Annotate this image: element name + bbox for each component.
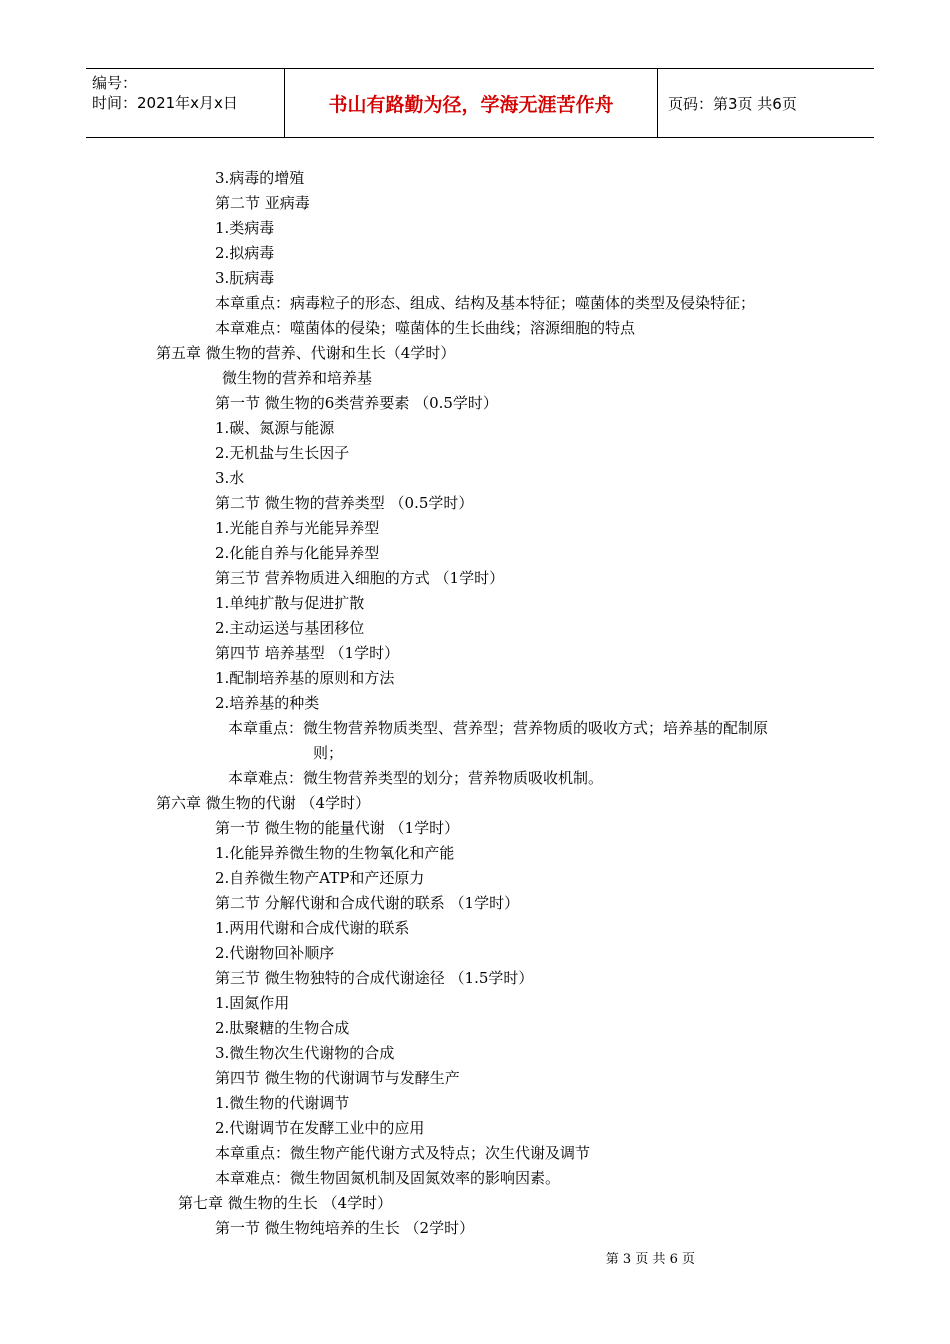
- document-header: [86, 68, 874, 138]
- motto: 书山有路勤为径，学海无涯苦作舟: [284, 69, 658, 137]
- section-heading: 第一节 微生物的能量代谢 （1学时）: [215, 819, 460, 837]
- text-line: 2.自养微生物产ATP和产还原力: [215, 869, 425, 887]
- text-line: 3.微生物次生代谢物的合成: [215, 1044, 395, 1062]
- text-line: 1.微生物的代谢调节: [215, 1094, 350, 1112]
- header-left: [92, 73, 238, 113]
- text-line: 1.化能异养微生物的生物氧化和产能: [215, 844, 455, 862]
- text-line: 1.碳、氮源与能源: [215, 419, 335, 437]
- chapter-key-points: 本章重点：微生物营养物质类型、营养型；营养物质的吸收方式；培养基的配制原: [228, 719, 769, 737]
- text-line: 1.配制培养基的原则和方法: [215, 669, 395, 687]
- text-line: 1.光能自养与光能异养型: [215, 519, 380, 537]
- id-label: 编号：: [92, 74, 138, 92]
- section-heading: 第一节 微生物纯培养的生长 （2学时）: [215, 1219, 475, 1237]
- chapter-heading: 第五章 微生物的营养、代谢和生长（4学时）: [156, 344, 456, 362]
- text-line: 2.无机盐与生长因子: [215, 444, 350, 462]
- chapter-heading: 第七章 微生物的生长 （4学时）: [178, 1194, 393, 1212]
- text-line: 1.类病毒: [215, 219, 275, 237]
- section-heading: 第二节 分解代谢和合成代谢的联系 （1学时）: [215, 894, 520, 912]
- section-heading: 第二节 亚病毒: [215, 194, 310, 212]
- chapter-difficulties: 本章难点：微生物固氮机制及固氮效率的影响因素。: [215, 1169, 561, 1187]
- text-line: 2.主动运送与基团移位: [215, 619, 365, 637]
- text-line: 1.两用代谢和合成代谢的联系: [215, 919, 410, 937]
- section-heading: 第二节 微生物的营养类型 （0.5学时）: [215, 494, 474, 512]
- section-heading: 第三节 营养物质进入细胞的方式 （1学时）: [215, 569, 505, 587]
- text-line: 2.化能自养与化能异养型: [215, 544, 380, 562]
- chapter-key-points: 本章重点：微生物产能代谢方式及特点；次生代谢及调节: [215, 1144, 591, 1162]
- page-label: 页码：第3页 共6页: [668, 95, 797, 113]
- text-line: 2.拟病毒: [215, 244, 275, 262]
- section-heading: 第四节 培养基型 （1学时）: [215, 644, 400, 662]
- chapter-difficulties: 本章难点：噬菌体的侵染；噬菌体的生长曲线；溶源细胞的特点: [215, 319, 636, 337]
- text-line: 2.代谢物回补顺序: [215, 944, 335, 962]
- section-heading: 第一节 微生物的6类营养要素 （0.5学时）: [215, 394, 498, 412]
- text-line: 1.固氮作用: [215, 994, 290, 1012]
- text-line: 1.单纯扩散与促进扩散: [215, 594, 365, 612]
- section-heading: 第四节 微生物的代谢调节与发酵生产: [215, 1069, 460, 1087]
- chapter-key-points-continued: 则；: [313, 744, 344, 762]
- text-line: 3.病毒的增殖: [215, 169, 305, 187]
- chapter-difficulties: 本章难点：微生物营养类型的划分；营养物质吸收机制。: [228, 769, 604, 787]
- chapter-key-points: 本章重点：病毒粒子的形态、组成、结构及基本特征；噬菌体的类型及侵染特征；: [215, 294, 756, 312]
- text-line: 3.朊病毒: [215, 269, 275, 287]
- text-line: 2.代谢调节在发酵工业中的应用: [215, 1119, 425, 1137]
- text-line: 2.培养基的种类: [215, 694, 320, 712]
- section-heading: 第三节 微生物独特的合成代谢途径 （1.5学时）: [215, 969, 534, 987]
- page-footer: 第 3 页 共 6 页: [605, 1252, 695, 1267]
- time-label: 时间：2021年x月x日: [92, 94, 238, 112]
- chapter-heading: 第六章 微生物的代谢 （4学时）: [156, 794, 371, 812]
- text-line: 微生物的营养和培养基: [222, 369, 373, 387]
- text-line: 3.水: [215, 469, 245, 487]
- text-line: 2.肽聚糖的生物合成: [215, 1019, 350, 1037]
